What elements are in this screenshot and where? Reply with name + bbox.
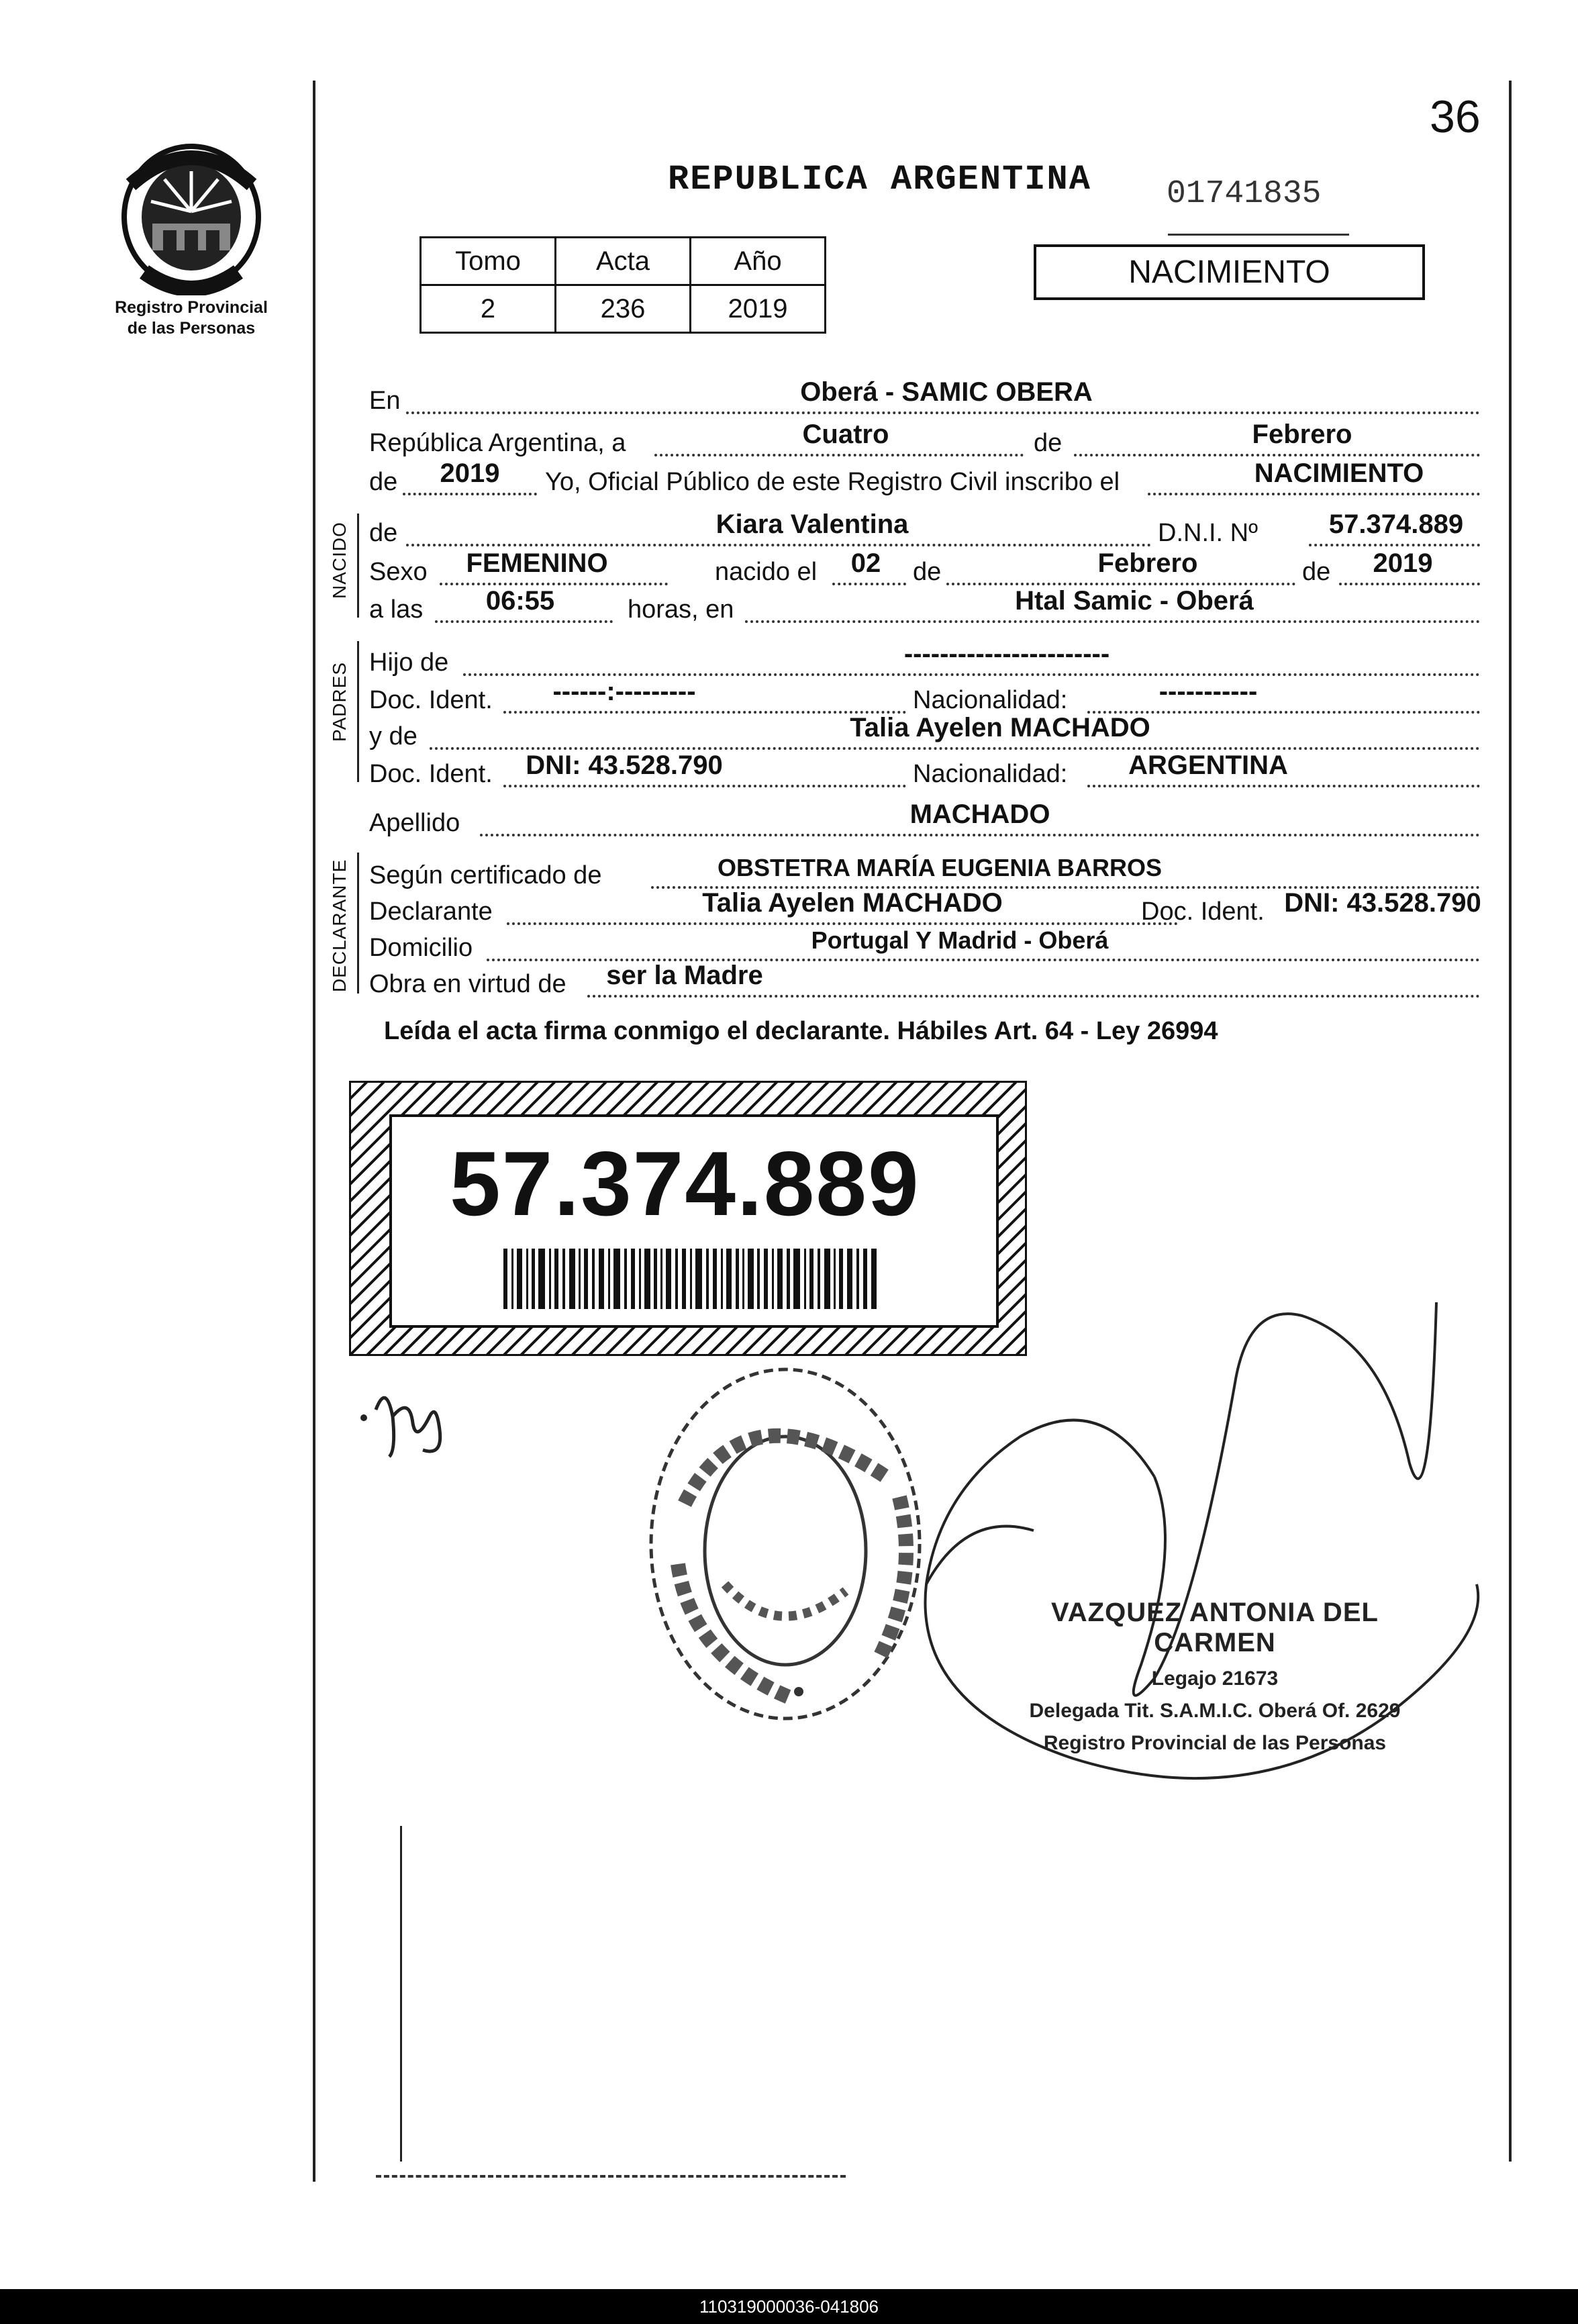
- value-name: Kiara Valentina: [716, 510, 909, 539]
- value-declarante: Talia Ayelen MACHADO: [702, 888, 1003, 918]
- label-nacido-de: de: [369, 519, 398, 547]
- value-nac1: -----------: [1158, 677, 1258, 706]
- official-stamp: [644, 1363, 926, 1725]
- logo-caption: [101, 297, 282, 339]
- label-nacido-de3: de: [1302, 558, 1331, 586]
- section-label-padres: PADRES: [329, 661, 350, 742]
- value-inscribo: NACIMIENTO: [1254, 458, 1424, 488]
- label-horas: horas, en: [628, 595, 734, 624]
- label-yo: Yo, Oficial Público de este Registro Civil inscribo el: [545, 468, 1120, 496]
- value-time: 06:55: [485, 586, 555, 616]
- value-en: Oberá - SAMIC OBERA: [800, 377, 1093, 407]
- label-republica: República Argentina, a: [369, 429, 626, 457]
- padres-bracket: [357, 641, 359, 782]
- value-birth-day: 02: [850, 548, 881, 578]
- signer-legajo: Legajo 21673: [1151, 1667, 1279, 1690]
- value-nac2: ARGENTINA: [1128, 751, 1288, 780]
- label-nac1: Nacionalidad:: [913, 686, 1068, 714]
- dni-sticker-number: 57.374.889: [450, 1132, 920, 1234]
- value-sexo: FEMENINO: [466, 548, 608, 578]
- label-en: En: [369, 387, 401, 415]
- label-decl-doc: Doc. Ident.: [1141, 898, 1265, 926]
- value-decl-doc: DNI: 43.528.790: [1284, 888, 1481, 918]
- serial-number: 01741835: [1167, 176, 1322, 212]
- right-margin-line: [1509, 81, 1512, 2162]
- row-doc2: [369, 746, 1483, 793]
- value-mother: Talia Ayelen MACHADO: [850, 713, 1150, 742]
- label-dni: D.N.I. Nº: [1158, 519, 1258, 547]
- barcode: [503, 1249, 879, 1309]
- table-header-ano: Año: [691, 238, 826, 285]
- declarante-bracket: [357, 853, 359, 994]
- section-label-nacido: NACIDO: [329, 522, 350, 599]
- table-value-acta: 236: [556, 285, 691, 333]
- value-domicilio: Portugal Y Madrid - Oberá: [811, 926, 1109, 954]
- value-day: Cuatro: [802, 420, 889, 449]
- label-declarante: Declarante: [369, 898, 493, 926]
- page-number: 36: [1430, 91, 1481, 142]
- label-apellido: Apellido: [369, 809, 460, 837]
- serial-underline: [1168, 234, 1349, 236]
- label-doc2: Doc. Ident.: [369, 760, 493, 788]
- province-seal-logo: [111, 138, 272, 295]
- table-value-tomo: 2: [421, 285, 556, 333]
- value-birth-year: 2019: [1373, 548, 1433, 578]
- value-year: 2019: [440, 458, 500, 488]
- closing-text: Leída el acta firma conmigo el declarante. Hábiles Art. 64 - Ley 26994: [384, 1017, 1218, 1045]
- value-doc1: ------:---------: [552, 677, 696, 706]
- handwritten-initials: [356, 1376, 463, 1470]
- value-obra: ser la Madre: [606, 961, 763, 990]
- label-hijo: Hijo de: [369, 648, 449, 677]
- record-type-box: NACIMIENTO: [1034, 244, 1425, 300]
- nacido-bracket: [357, 514, 359, 618]
- row-yo: [369, 454, 1483, 501]
- left-margin-line: [313, 81, 315, 2182]
- label-nacido-el: nacido el: [715, 558, 818, 586]
- row-en: [369, 373, 1483, 420]
- value-doc2: DNI: 43.528.790: [526, 751, 723, 780]
- table-value-ano: 2019: [691, 285, 826, 333]
- value-birth-month: Febrero: [1097, 548, 1198, 578]
- signer-office: Registro Provincial de las Personas: [1043, 1732, 1387, 1754]
- table-header-acta: Acta: [556, 238, 691, 285]
- logo-caption-line1: Registro Provincial: [115, 298, 268, 317]
- label-de2: de: [369, 468, 398, 496]
- section-label-declarante: DECLARANTE: [329, 859, 350, 992]
- label-certificado: Según certificado de: [369, 861, 602, 889]
- table-header-tomo: Tomo: [421, 238, 556, 285]
- signer-name: VAZQUEZ ANTONIA DEL CARMEN: [1051, 1598, 1379, 1657]
- record-table: [420, 236, 826, 334]
- value-dni: 57.374.889: [1328, 510, 1464, 539]
- logo-caption-line2: de las Personas: [127, 319, 256, 338]
- value-month: Febrero: [1252, 420, 1352, 449]
- bottom-dashed-line: [376, 2175, 846, 2178]
- label-nacido-de2: de: [913, 558, 942, 586]
- label-obra: Obra en virtud de: [369, 970, 566, 998]
- row-alas: [369, 581, 1483, 628]
- label-alas: a las: [369, 595, 424, 624]
- value-hijo: -----------------------: [903, 639, 1110, 669]
- label-de: de: [1034, 429, 1063, 457]
- value-apellido: MACHADO: [909, 800, 1050, 829]
- label-nac2: Nacionalidad:: [913, 760, 1068, 788]
- label-yde: y de: [369, 722, 417, 751]
- row-obra: [369, 956, 1483, 1003]
- left-inner-line: [400, 1826, 402, 2162]
- label-domicilio: Domicilio: [369, 934, 473, 962]
- label-sexo: Sexo: [369, 558, 428, 586]
- row-apellido: [369, 795, 1483, 842]
- document-title: REPUBLICA ARGENTINA: [668, 160, 1091, 199]
- footer-code-bar: 110319000036-041806: [0, 2289, 1578, 2324]
- label-doc1: Doc. Ident.: [369, 686, 493, 714]
- signature-block: [1007, 1598, 1423, 1755]
- value-place: Htal Samic - Oberá: [1015, 586, 1254, 616]
- value-certificado: OBSTETRA MARÍA EUGENIA BARROS: [717, 854, 1162, 881]
- signer-title: Delegada Tit. S.A.M.I.C. Oberá Of. 2629: [1029, 1700, 1401, 1722]
